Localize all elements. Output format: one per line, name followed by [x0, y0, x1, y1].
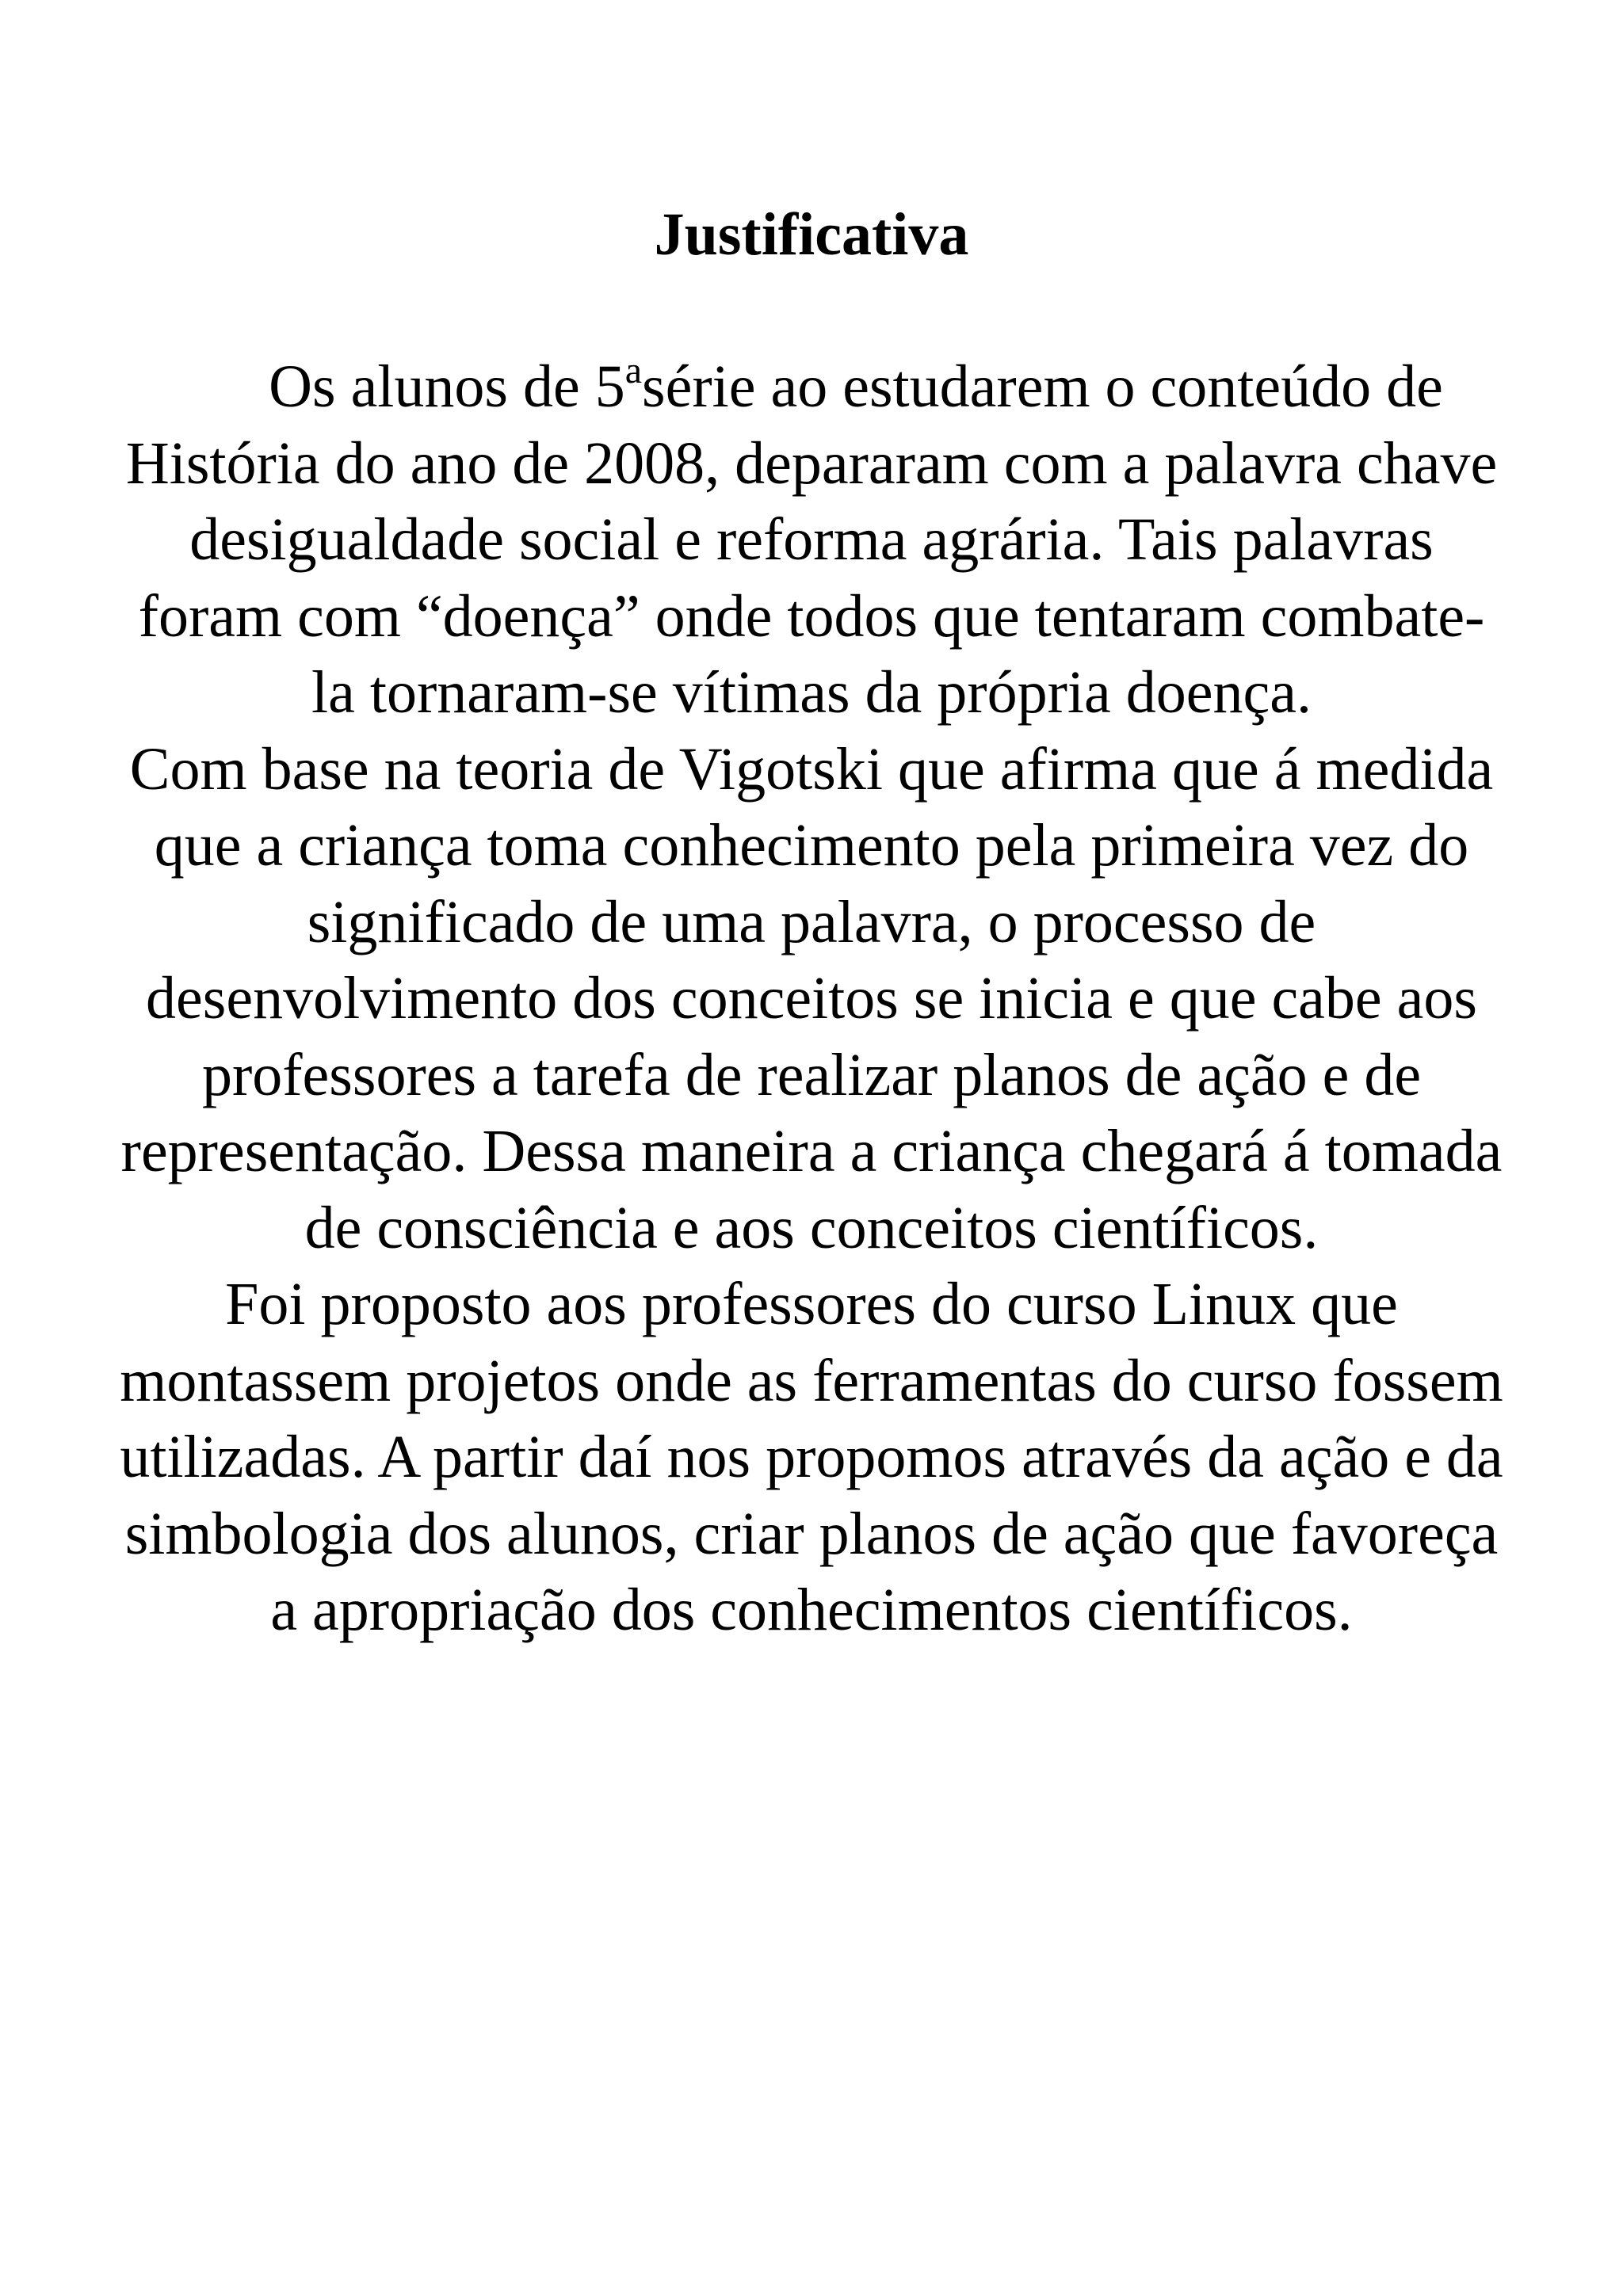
document-title: Justificativa [654, 201, 969, 268]
paragraph-1-rest: série ao estudarem o conteúdo de História do ano de 2008, depararam com a palavra chave desigualdade social e reforma agrária. Tais palavras foram com “doença” onde todos que tentaram combate-la tornaram-se vítimas da própria doença. [125, 353, 1498, 726]
paragraph-1 [119, 349, 1504, 731]
ordinal-superscript: a [624, 349, 643, 391]
paragraph-2: Com base na teoria de Vigotski que afirma que á medida que a criança toma conhecimento pela primeira vez do significado de uma palavra, o processo de desenvolvimento dos conceitos se inicia e que cabe aos professores a tarefa de realizar planos de ação e de representação. Dessa maneira a criança chegará á tomada de consciência e aos conceitos científicos. [120, 735, 1503, 1261]
paragraph-3: Foi proposto aos professores do curso Linux que montassem projetos onde as ferramentas do curso fossem utilizadas. A partir daí nos propomos através da ação e da simbologia dos alunos, criar planos de ação que favoreça a apropriação dos conhecimentos científicos. [120, 1271, 1503, 1643]
document-body [119, 349, 1504, 1649]
paragraph-1-start: Os alunos de 5 [269, 353, 625, 420]
